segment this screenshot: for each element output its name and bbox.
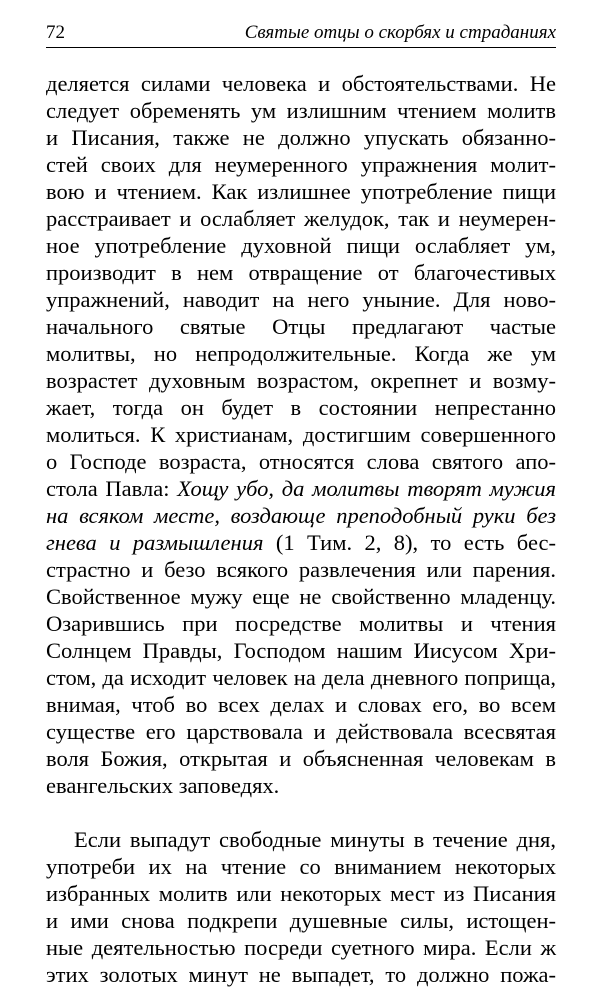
text-line: внимая, чтоб во всех делах и словах его, во всем — [46, 692, 556, 717]
text-line: производит в нем отвращение от благочестивых — [46, 260, 556, 285]
text-line: страстно и безо всякого развлечения или парения. — [46, 557, 556, 582]
text-line: воля Божия, открытая и объясненная человекам в — [46, 746, 556, 771]
running-title: Святые отцы о скорбях и страданиях — [244, 22, 556, 43]
text-line: начального святые Отцы предлагают частые — [46, 314, 556, 339]
text-line — [46, 502, 556, 529]
scripture-quote: гнева и размышления — [46, 530, 264, 555]
paragraph-2 — [46, 826, 556, 988]
scripture-quote: Хощу убо, да молитвы творят мужия — [177, 476, 556, 501]
text-line: деляется силами человека и обстоятельствами. Не — [46, 71, 556, 96]
text-line: Озарившись при посредстве молитвы и чтения — [46, 611, 556, 636]
text-line: стом, да исходит человек на дела дневного поприща, — [46, 665, 556, 690]
text-line: Солнцем Правды, Господом нашим Иисусом Хри- — [46, 638, 556, 663]
header-rule — [46, 47, 556, 48]
text-line: употреби их на чтение со вниманием некоторых — [46, 854, 556, 879]
text-line: стей своих для неумеренного упражнения молит- — [46, 152, 556, 177]
text-line: ное употребление духовной пищи ослабляет ум, — [46, 233, 556, 258]
text-line: ные деятельностью посреди суетного мира. Если ж — [46, 935, 556, 960]
text-line: молитвы, но непродолжительные. Когда же ум — [46, 341, 556, 366]
text-line: молиться. К христианам, достигшим совершенного — [46, 422, 556, 447]
page-header — [46, 22, 556, 48]
text-line: и Писания, также не должно упускать обязанно- — [46, 125, 556, 150]
text-line — [46, 475, 556, 502]
page-body — [46, 70, 556, 988]
text-line: евангельских заповедях. — [46, 773, 280, 798]
line-text: (1 Тим. 2, 8), то есть бес- — [263, 530, 556, 555]
text-line: следует обременять ум излишним чтением молитв — [46, 98, 556, 123]
text-line: упражнений, наводит на него уныние. Для ново- — [46, 287, 556, 312]
text-line: этих золотых минут не выпадет, то должно пожа- — [46, 962, 556, 987]
text-line: расстраивает и ослабляет желудок, так и неумерен- — [46, 206, 556, 231]
text-line: избранных молитв или некоторых мест из Писания — [46, 881, 556, 906]
paragraph-gap — [46, 799, 556, 826]
text-line: о Господе возраста, относятся слова святого апо- — [46, 449, 556, 474]
line-text: стола Павла: — [46, 476, 178, 501]
text-line: жает, тогда он будет в состоянии непрестанно — [46, 395, 556, 420]
text-line: возрастет духовным возрастом, окрепнет и возму- — [46, 368, 556, 393]
scripture-quote: на всяком месте, воздающе преподобный руки без — [46, 503, 556, 528]
text-line: Если выпадут свободные минуты в течение дня, — [74, 827, 556, 852]
page-number: 72 — [46, 22, 65, 43]
paragraph-1 — [46, 70, 556, 799]
text-line: Свойственное мужу еще не свойственно младенцу. — [46, 584, 556, 609]
text-line — [46, 529, 556, 556]
text-line: вою и чтением. Как излишнее употребление пищи — [46, 179, 556, 204]
text-line: и ими снова подкрепи душевные силы, истощен- — [46, 908, 556, 933]
text-line: существе его царствовала и действовала всесвятая — [46, 719, 556, 744]
